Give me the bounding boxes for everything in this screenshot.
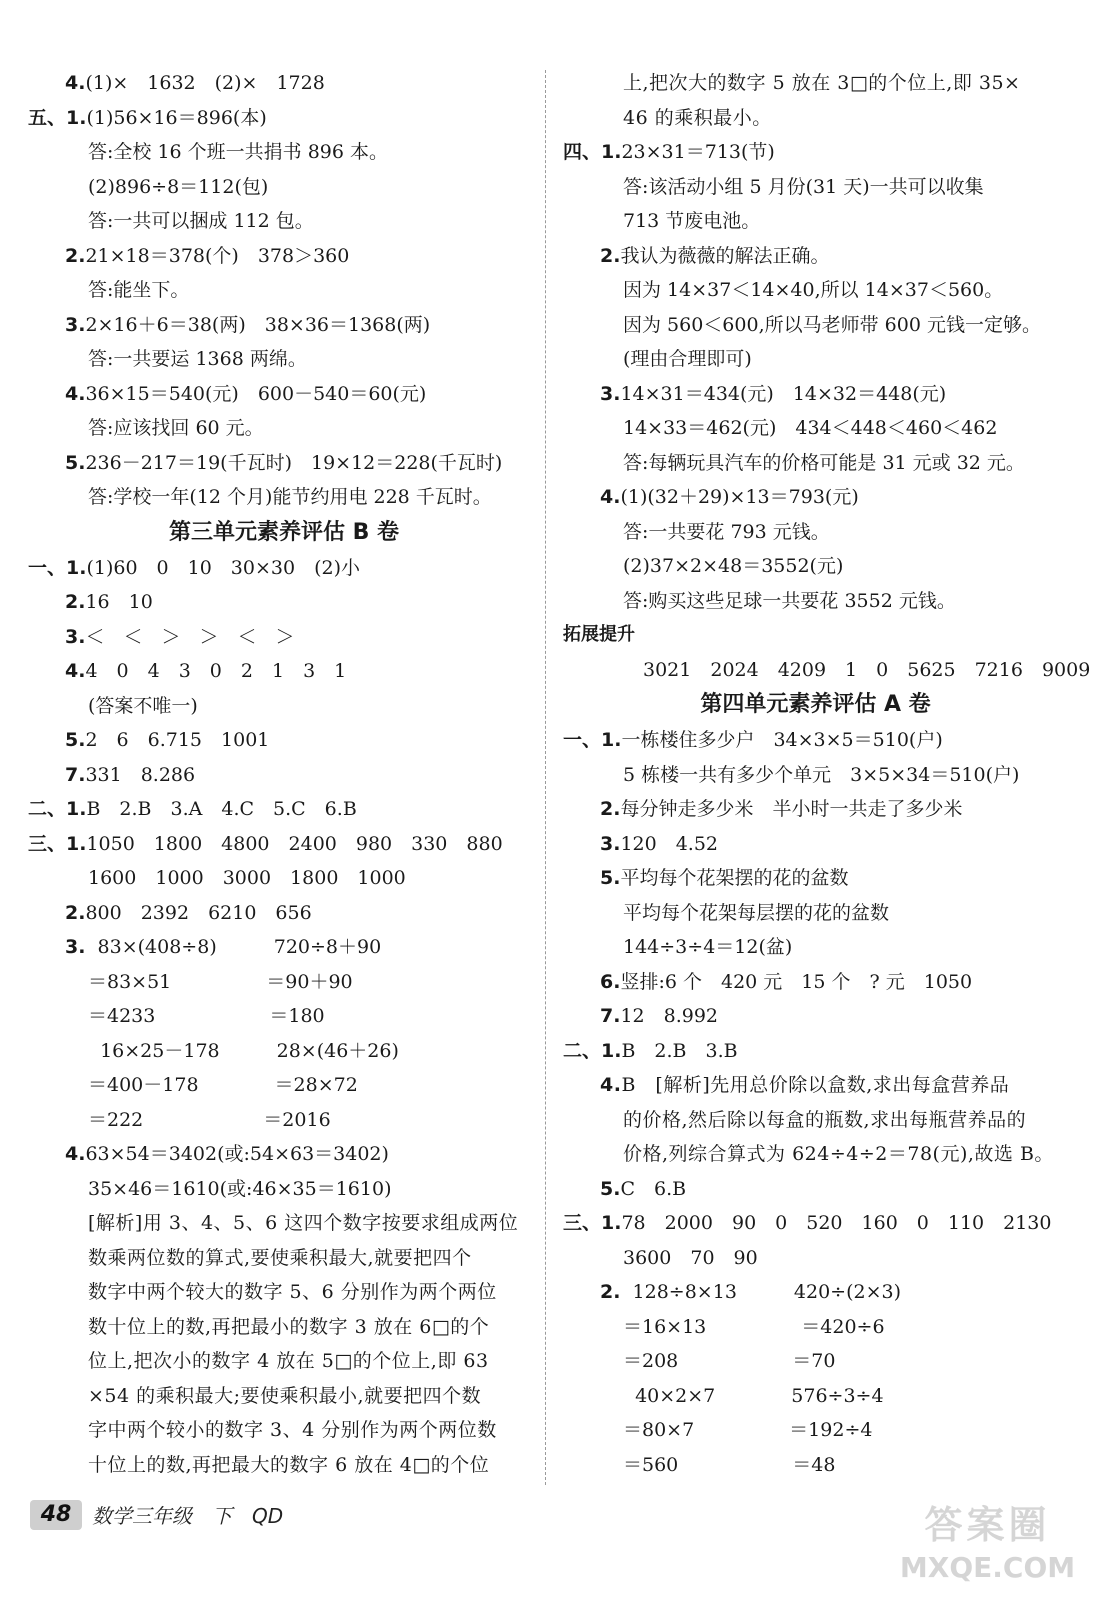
question-number: 2. (65, 244, 86, 267)
answer-text: B 2.B 3.A 4.C 5.C 6.B (86, 798, 357, 820)
answer-text: 120 4.52 (620, 832, 719, 855)
answer-text: 位上,把次小的数字 4 放在 5□的个位上,即 63 (88, 1350, 489, 1372)
answer-text: 12 8.992 (620, 1005, 719, 1027)
answer-text: 的价格,然后除以每盒的瓶数,求出每瓶营养品的 (623, 1108, 1027, 1131)
question-number: 2. (65, 591, 86, 613)
question-number: 2. (600, 244, 621, 267)
answer-line (563, 1103, 1068, 1138)
answer-line (563, 377, 1068, 412)
answer-line (28, 101, 540, 136)
answer-line (563, 827, 1068, 862)
answer-line (28, 1172, 540, 1207)
page-number: 48 (30, 1500, 82, 1530)
answer-line (563, 273, 1068, 308)
answer-line (563, 204, 1068, 239)
answer-text: 每分钟走多少米 半小时一共走了多少米 (620, 798, 963, 820)
question-number: 一、1. (563, 729, 622, 751)
answer-line (563, 1068, 1068, 1103)
watermark-url: MXQE.COM (899, 1551, 1076, 1584)
answer-text: 数乘两位数的算式,要使乘积最大,就要把四个 (88, 1246, 472, 1269)
question-number: 2. (600, 798, 621, 820)
answer-text: 144÷3÷4＝12(盆) (623, 936, 793, 958)
question-number: 2. (65, 901, 86, 924)
answer-line (563, 1034, 1068, 1069)
answer-line (28, 792, 540, 827)
answer-line (563, 515, 1068, 550)
question-number: 4. (65, 1143, 86, 1165)
answer-line (563, 342, 1068, 377)
answer-text: 16×25－178 28×(46＋26) (88, 1039, 399, 1062)
answer-line (563, 1379, 1068, 1414)
answer-line (28, 1310, 540, 1345)
answer-text: ×54 的乘积最大;要使乘积最小,就要把四个数 (88, 1384, 482, 1407)
question-number: 5. (600, 1177, 621, 1200)
answer-text: C 6.B (620, 1177, 687, 1200)
column-divider (545, 70, 546, 1485)
answer-line (28, 411, 540, 446)
question-number: 二、1. (563, 1039, 622, 1062)
answer-line (563, 723, 1068, 758)
question-number: 三、1. (28, 832, 87, 855)
answer-text: 字中两个较小的数字 3、4 分别作为两个两位数 (88, 1419, 497, 1441)
answer-text: 23×31＝713(节) (621, 141, 775, 163)
answer-text: [解析]用 3、4、5、6 这四个数字按要求组成两位 (88, 1212, 519, 1234)
left-answer-column (28, 66, 540, 1482)
answer-text: B [解析]先用总价除以盒数,求出每盒营养品 (621, 1074, 1010, 1096)
answer-line (563, 1137, 1068, 1172)
question-number: 3. (65, 313, 86, 336)
question-number: 4. (65, 382, 86, 405)
answer-text: ＝16×13 ＝420÷6 (623, 1315, 885, 1338)
answer-line (28, 999, 540, 1034)
question-number: 7. (65, 763, 86, 786)
question-number: 5. (600, 867, 621, 889)
question-number: 4. (65, 72, 86, 94)
answer-line (563, 965, 1068, 1000)
answer-line (28, 204, 540, 239)
answer-text: 14×31＝434(元) 14×32＝448(元) (620, 382, 947, 405)
answer-line (563, 66, 1068, 101)
answer-text: 3021 2024 4209 1 0 5625 7216 9009 (643, 658, 1091, 681)
answer-text: 16 10 (85, 591, 153, 613)
answer-line (28, 585, 540, 620)
answer-line (563, 1448, 1068, 1483)
question-number: 5. (65, 729, 86, 751)
answer-line (28, 446, 540, 481)
question-number: 五、1. (28, 106, 87, 129)
answer-line (563, 1275, 1068, 1310)
answer-line (563, 1310, 1068, 1345)
answer-text: 800 2392 6210 656 (85, 901, 312, 924)
answer-text: 价格,列综合算式为 624÷4÷2＝78(元),故选 B。 (623, 1143, 1054, 1165)
answer-line (28, 689, 540, 724)
book-title: 数学三年级 下 QD (92, 1504, 284, 1528)
answer-line (28, 1034, 540, 1069)
answer-text: 十位上的数,再把最大的数字 6 放在 4□的个位 (88, 1453, 490, 1476)
answer-text: 4 0 4 3 0 2 1 3 1 (85, 660, 347, 682)
answer-text: (1)(32＋29)×13＝793(元) (620, 486, 859, 508)
answer-text: (2)896÷8＝112(包) (88, 175, 269, 198)
answer-line (563, 896, 1068, 931)
answer-line (28, 827, 540, 862)
answer-text: 数十位上的数,再把最小的数字 3 放在 6□的个 (88, 1315, 490, 1338)
question-number: 5. (65, 451, 86, 474)
answer-text: B 2.B 3.B (621, 1039, 738, 1062)
answer-line (563, 999, 1068, 1034)
answer-text: 14×33＝462(元) 434＜448＜460＜462 (623, 417, 998, 439)
answer-line (563, 549, 1068, 584)
answer-text: (1)× 1632 (2)× 1728 (85, 72, 325, 94)
answer-line (28, 930, 540, 965)
answer-text: 83×(408÷8) 720÷8＋90 (85, 936, 382, 958)
answer-line (28, 758, 540, 793)
answer-line (28, 1103, 540, 1138)
answer-text: 713 节废电池。 (623, 210, 761, 232)
question-number: 2. (600, 1281, 621, 1303)
answer-line (563, 1172, 1068, 1207)
answer-line (28, 377, 540, 412)
answer-text: ＝4233 ＝180 (88, 1005, 325, 1027)
answer-line (28, 861, 540, 896)
answer-line (28, 551, 540, 586)
answer-line (563, 792, 1068, 827)
answer-text: 平均每个花架每层摆的花的盆数 (623, 901, 890, 924)
answer-text: (1)56×16＝896(本) (86, 106, 267, 129)
answer-line (563, 758, 1068, 793)
question-number: 三、1. (563, 1212, 622, 1234)
watermark-text: 答案圈 (924, 1503, 1051, 1547)
answer-line (28, 170, 540, 205)
answer-line (563, 170, 1068, 205)
answer-line (28, 239, 540, 274)
answer-line (563, 1206, 1068, 1241)
answer-text: 一栋楼住多少户 34×3×5＝510(户) (621, 729, 943, 751)
answer-text: ＝208 ＝70 (623, 1350, 836, 1372)
answer-text: 236－217＝19(千瓦时) 19×12＝228(千瓦时) (85, 451, 503, 474)
answer-line (28, 342, 540, 377)
question-number: 3. (600, 382, 621, 405)
answer-text: ＝222 ＝2016 (88, 1108, 331, 1131)
answer-line (28, 620, 540, 655)
question-number: 7. (600, 1005, 621, 1027)
answer-line (28, 1379, 540, 1414)
answer-line (28, 1137, 540, 1172)
answer-text: 答:购买这些足球一共要花 3552 元钱。 (623, 589, 956, 612)
answer-text: 1600 1000 3000 1800 1000 (88, 867, 406, 889)
answer-line (28, 66, 540, 101)
answer-text: 2 6 6.715 1001 (85, 729, 270, 751)
answer-text: 因为 560＜600,所以马老师带 600 元钱一定够。 (623, 313, 1041, 336)
answer-text: ＝80×7 ＝192÷4 (623, 1419, 873, 1441)
answer-line (28, 273, 540, 308)
answer-line (28, 1344, 540, 1379)
answer-line (28, 654, 540, 689)
answer-text: ＝83×51 ＝90＋90 (88, 970, 353, 993)
answer-line (28, 1448, 540, 1483)
answer-text: 3600 70 90 (623, 1246, 758, 1269)
answer-text: 答:该活动小组 5 月份(31 天)一共可以收集 (623, 175, 984, 198)
question-number: 4. (65, 660, 86, 682)
answer-text: 答:一共要运 1368 两绵。 (88, 348, 307, 370)
section-heading: 第三单元素养评估 B 卷 (168, 519, 400, 545)
answer-text: 数字中两个较大的数字 5、6 分别作为两个两位 (88, 1281, 497, 1303)
question-number: 3. (65, 625, 86, 648)
answer-text: 36×15＝540(元) 600－540＝60(元) (85, 382, 427, 405)
answer-text: 63×54＝3402(或:54×63＝3402) (85, 1143, 389, 1165)
answer-line (563, 411, 1068, 446)
answer-line (563, 653, 1091, 688)
watermark-logo (895, 1500, 1080, 1590)
answer-text: 46 的乘积最小。 (623, 106, 772, 129)
answer-text: (2)37×2×48＝3552(元) (623, 555, 844, 577)
answer-text: 40×2×7 576÷3÷4 (623, 1384, 884, 1407)
answer-text: 78 2000 90 0 520 160 0 110 2130 (621, 1212, 1052, 1234)
question-number: 一、1. (28, 556, 87, 579)
answer-text: 答:应该找回 60 元。 (88, 417, 264, 439)
answer-text: 答:能坐下。 (88, 279, 190, 301)
answer-line (28, 480, 540, 515)
answer-text: 竖排:6 个 420 元 15 个 ? 元 1050 (620, 970, 973, 993)
answer-text: (答案不唯一) (88, 694, 198, 717)
question-number: 二、1. (28, 798, 87, 820)
answer-line (28, 965, 540, 1000)
answer-line (563, 239, 1068, 274)
answer-text: ＝560 ＝48 (623, 1453, 836, 1476)
answer-text: 1050 1800 4800 2400 980 330 880 (86, 832, 503, 855)
answer-line (28, 1275, 540, 1310)
answer-line (28, 723, 540, 758)
answer-line (28, 1068, 540, 1103)
answer-line (28, 896, 540, 931)
question-number: 4. (600, 486, 621, 508)
answer-line (563, 930, 1068, 965)
answer-text: 平均每个花架摆的花的盆数 (620, 867, 849, 889)
question-number: 6. (600, 970, 621, 993)
answer-line (563, 1344, 1068, 1379)
answer-line (563, 480, 1068, 515)
answer-text: 答:全校 16 个班一共捐书 896 本。 (88, 141, 389, 163)
answer-line (563, 861, 1068, 896)
answer-text: 我认为薇薇的解法正确。 (620, 244, 830, 267)
answer-text: 331 8.286 (85, 763, 196, 786)
answer-text: 答:学校一年(12 个月)能节约用电 228 千瓦时。 (88, 486, 492, 508)
answer-line (28, 1206, 540, 1241)
answer-line (563, 584, 1068, 619)
answer-text: 答:一共可以捆成 112 包。 (88, 210, 314, 232)
answer-line (28, 1241, 540, 1276)
question-number: 4. (600, 1074, 622, 1096)
answer-line (563, 1241, 1068, 1276)
right-answer-column (563, 66, 1091, 1482)
answer-text: (理由合理即可) (623, 348, 752, 370)
answer-text: 答:一共要花 793 元钱。 (623, 520, 830, 543)
section-heading: 第四单元素养评估 A 卷 (700, 692, 931, 717)
answer-text: ＜ ＜ ＞ ＞ ＜ ＞ (85, 625, 295, 648)
answer-text: 2×16＋6＝38(两) 38×36＝1368(两) (85, 313, 431, 336)
answer-line (28, 135, 540, 170)
section-label: 拓展提升 (563, 624, 635, 645)
answer-line (563, 446, 1068, 481)
answer-text: 21×18＝378(个) 378＞360 (85, 244, 350, 267)
answer-line (563, 1413, 1068, 1448)
answer-text: 35×46＝1610(或:46×35＝1610) (88, 1177, 392, 1200)
answer-line (563, 101, 1068, 136)
answer-line (563, 308, 1068, 343)
answer-text: 上,把次大的数字 5 放在 3□的个位上,即 35× (623, 72, 1021, 94)
answer-line (563, 135, 1068, 170)
answer-text: 答:每辆玩具汽车的价格可能是 31 元或 32 元。 (623, 451, 1025, 474)
answer-line (28, 308, 540, 343)
answer-line (28, 1413, 540, 1448)
answer-text: 128÷8×13 420÷(2×3) (620, 1281, 902, 1303)
answer-text: 5 栋楼一共有多少个单元 3×5×34＝510(户) (623, 763, 1020, 786)
answer-text: 因为 14×37＜14×40,所以 14×37＜560。 (623, 279, 1004, 301)
question-number: 3. (65, 936, 86, 958)
question-number: 四、1. (563, 141, 622, 163)
answer-text: ＝400－178 ＝28×72 (88, 1074, 358, 1096)
answer-text: (1)60 0 10 30×30 (2)小 (86, 556, 360, 579)
question-number: 3. (600, 832, 621, 855)
